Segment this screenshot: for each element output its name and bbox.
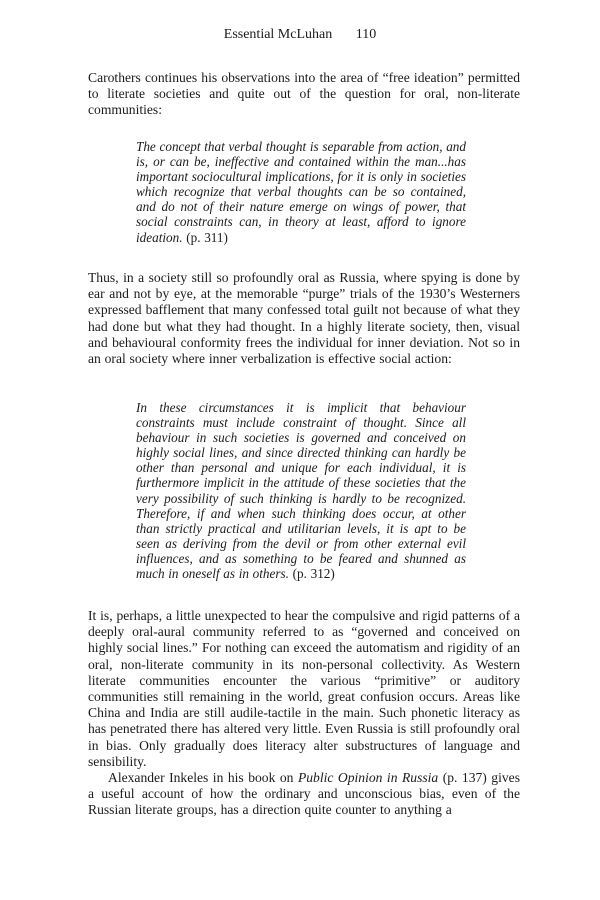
- blockquote-behaviour-constraints: [136, 400, 466, 581]
- citation-p311: (p. 311): [182, 229, 228, 245]
- citation-p312: (p. 312): [288, 566, 335, 582]
- running-header: [0, 27, 600, 43]
- page-number: 110: [355, 27, 377, 42]
- paragraph-russia-purge-trials: Thus, in a society still so profoundly oral as Russia, where spying is done by ear and not by eye, at the memorable “purge” trials of the 1930’s Westerners expressed bafflement that many confessed total guilt not because of what they had done but what they had thought. In a highly literate society, then, visual and behavioural conformity frees the individual for inner deviation. Not so in an oral society where inner verbalization is effective social action:: [88, 270, 520, 367]
- paragraph-text-before-title: Alexander Inkeles in his book on: [108, 770, 298, 786]
- blockquote-text: In these circumstances it is implicit that behaviour constraints must include constraint of thought. Since all behaviour in such societies is governed and conceived on highly social lines, and since directed thinking can hardly be other than personal and unique for each individual, it is furthermore implicit in the attitude of these societies that the very possibility of such thinking is hardly to be recognized. Therefore, if and when such thinking does occur, at other than strictly practical and utilitarian levels, it is apt to be seen as deriving from the devil or from other external evil influences, and as something to be feared and shunned as much in oneself as in others.: [136, 400, 466, 582]
- paragraph-carothers-intro: Carothers continues his observations into the area of “free ideation” permitted to literate societies and quite out of the question for oral, non-literate communities:: [88, 70, 520, 118]
- blockquote-verbal-thought: [136, 139, 466, 245]
- paragraph-oral-aural-community: It is, perhaps, a little unexpected to hear the compulsive and rigid patterns of a deeply oral-aural community referred to as “governed and conceived on highly social lines.” For nothing can exceed the automatism and rigidity of an oral, non-literate community in its non-personal collectivity. As Western literate communities encounter the various “primitive” or auditory communities still remaining in the world, great confusion occurs. Areas like China and India are still audile-tactile in the main. Such phonetic literacy as has penetrated there has altered very little. Even Russia is still profoundly oral in bias. Only gradually does literacy alter substructures of language and sensibility.: [88, 608, 520, 769]
- book-title-header: Essential McLuhan: [223, 27, 333, 42]
- blockquote-text: The concept that verbal thought is separable from action, and is, or can be, ineffective and contained within the man...has important sociocultural implications, for it is only in societies which recognize that verbal thoughts can be so contained, and do not of their nature emerge on wings of power, that social constraints can, in theory at least, afford to ignore ideation.: [136, 139, 466, 245]
- cited-book-title: Public Opinion in Russia: [297, 770, 439, 786]
- paragraph-alexander-inkeles: [88, 770, 520, 819]
- closing-paragraphs: [88, 608, 520, 819]
- paragraph-text-after-title: (p. 137) gives a useful account of how the ordinary and unconscious bias, even of the Russian literate groups, has a direction quite counter to anything a: [88, 770, 520, 818]
